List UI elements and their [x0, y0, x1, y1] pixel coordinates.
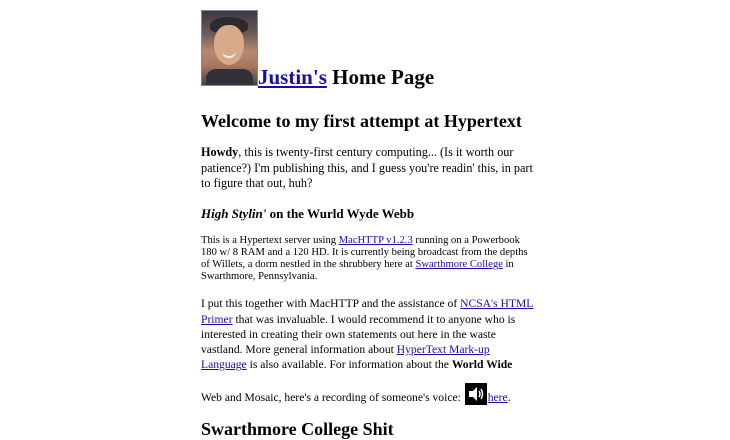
subheading [201, 206, 536, 222]
world-wide-bold: World Wide [451, 358, 513, 372]
server-text-3: in Swarthmore, Pennsylvania. [201, 258, 514, 283]
intro-bold: Howdy [201, 145, 239, 159]
voice-period: . [507, 391, 511, 405]
name-link[interactable]: Justin's [258, 65, 327, 89]
machttp-link[interactable]: MacHTTP v1.2.3 [338, 234, 413, 246]
html-info-link[interactable]: HyperText Mark-up Language [201, 342, 490, 372]
intro-paragraph [201, 145, 536, 192]
subheading-italic: High Stylin' [201, 205, 267, 221]
server-paragraph [201, 235, 536, 284]
voice-line [201, 383, 536, 405]
voice-text: Web and Mosaic, here's a recording of someone's voice: [201, 391, 464, 405]
page-title-text: Home Page [326, 65, 435, 89]
page-title [258, 66, 434, 88]
title-row [201, 10, 536, 88]
primer-paragraph [201, 296, 536, 372]
welcome-heading: Welcome to my first attempt at Hypertext [201, 111, 522, 131]
server-text-2: running on a Powerbook 180 w/ 8 RAM and a 120 HD. It is currently being broadcast from the depths of Willets, a dorm nestled in the shrubbery here at [201, 234, 528, 270]
swarthmore-link[interactable]: Swarthmore College [415, 258, 503, 270]
portrait-photo [201, 10, 258, 86]
college-heading: Swarthmore College Shit [201, 418, 394, 439]
speaker-icon[interactable] [465, 383, 487, 405]
primer-text-3: is also available. For information about the [246, 358, 452, 372]
subheading-rest: on the Wurld Wyde Webb [266, 205, 415, 221]
content-column [201, 10, 536, 440]
primer-text-1: I put this together with MacHTTP and the assistance of [201, 297, 461, 311]
server-text-1: This is a Hypertext server using [201, 234, 339, 246]
recording-link[interactable]: here [487, 391, 508, 405]
primer-text-2: that was invaluable. I would recommend it to anyone who is interested in creating their own statements out here in the waste vastland. More general information about [201, 312, 516, 356]
ncsa-primer-link[interactable]: NCSA's HTML Primer [201, 297, 534, 326]
intro-text: , this is twenty-first century computing... (Is it worth our patience?) I'm publishing this, and I guess you're readin' this, in part to figure that out, huh? [201, 145, 533, 190]
